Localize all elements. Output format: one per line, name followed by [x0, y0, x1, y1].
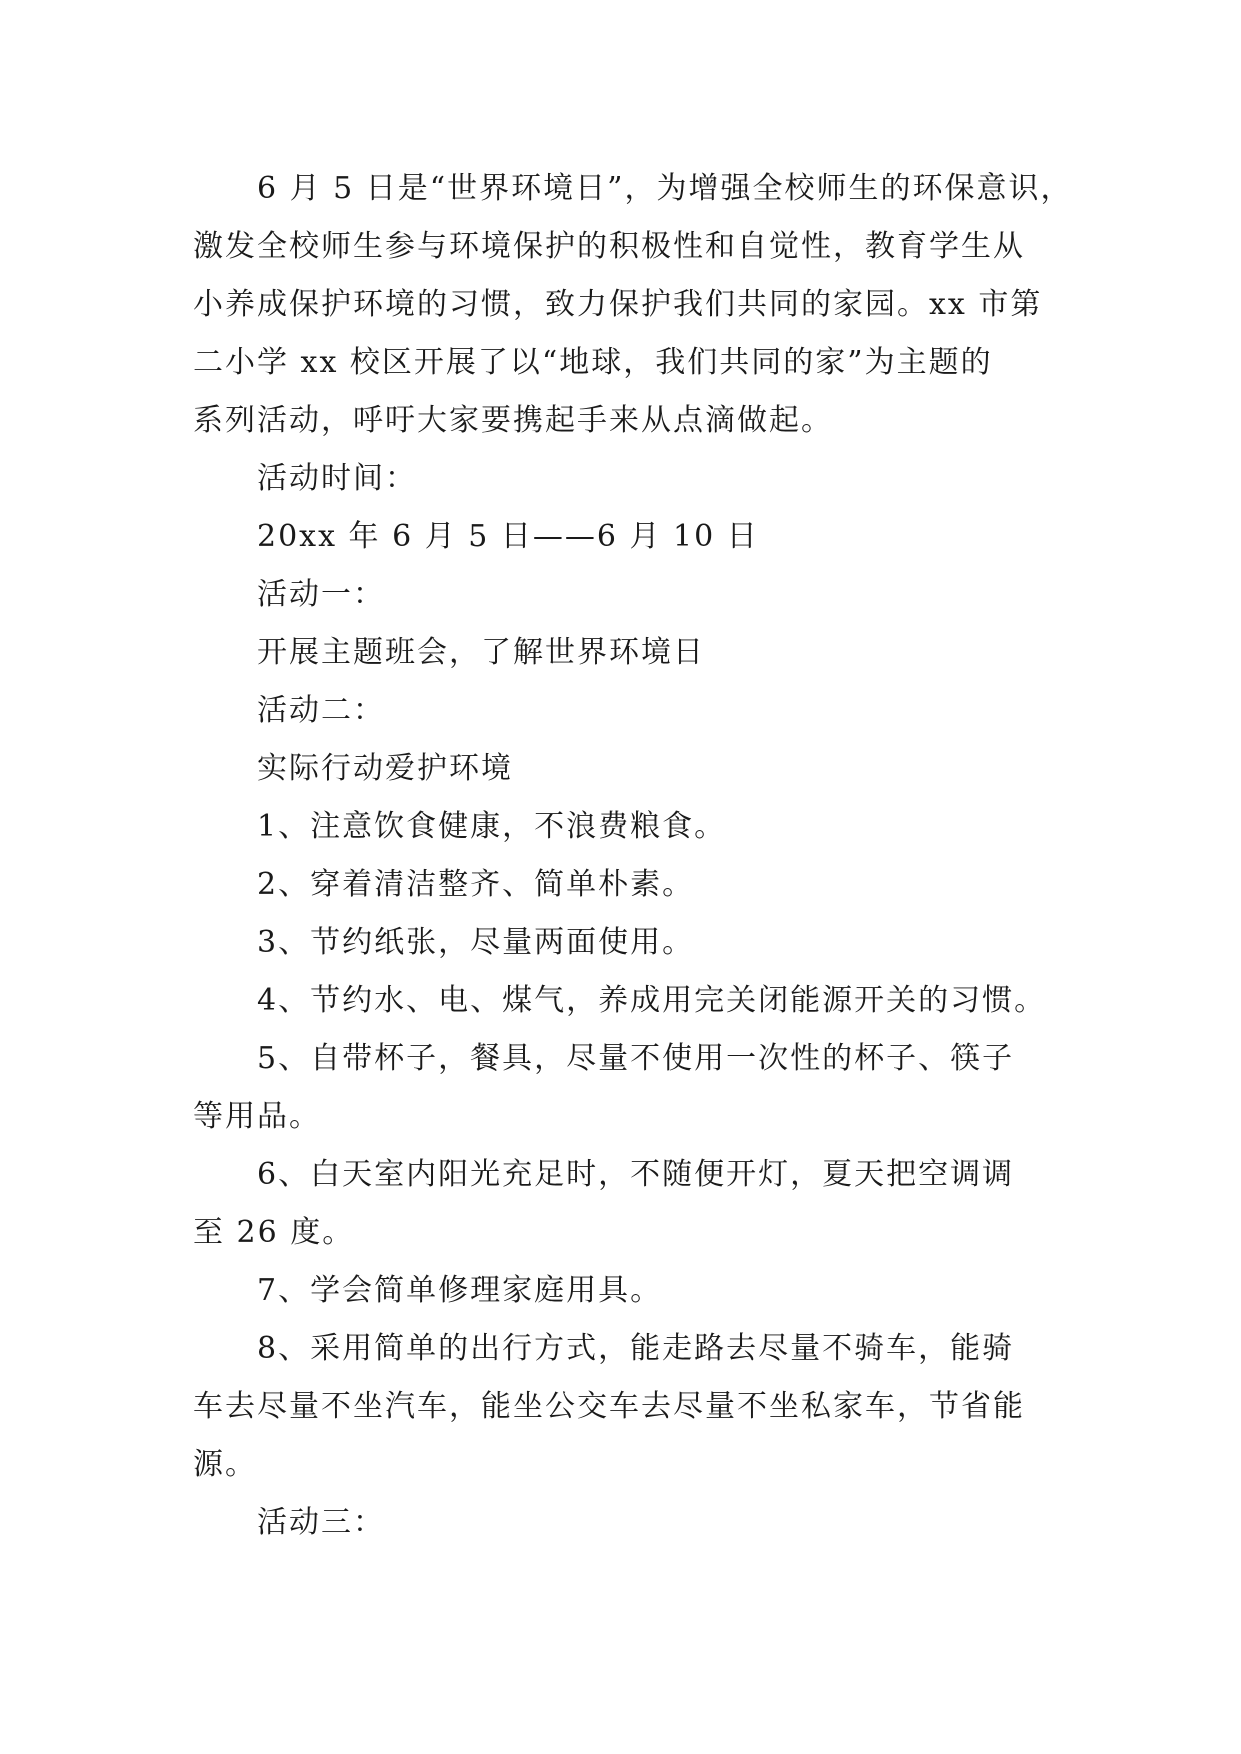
- list-item-line: 4、节约水、电、煤气，养成用完关闭能源开关的习惯。: [257, 983, 1047, 1018]
- list-item-line: 3、节约纸张，尽量两面使用。: [257, 925, 695, 960]
- activity1-heading-text: 活动一：: [257, 577, 385, 612]
- time-heading-text: 活动时间：: [257, 461, 417, 496]
- activity2-title: [193, 740, 1065, 798]
- list-item-line: 6、白天室内阳光充足时，不随便开灯，夏天把空调调: [257, 1157, 1015, 1192]
- list-item-line: 至 26 度。: [193, 1215, 355, 1250]
- activity2-title-text: 实际行动爱护环境: [257, 751, 513, 786]
- list-item-3: [193, 914, 1065, 972]
- list-item-6: [193, 1146, 1065, 1262]
- list-item-5: [193, 1030, 1065, 1146]
- time-value-text: 20xx 年 6 月 5 日——6 月 10 日: [257, 519, 759, 554]
- activity1-heading: [193, 566, 1065, 624]
- intro-line: 激发全校师生参与环境保护的积极性和自觉性，教育学生从: [193, 229, 1025, 264]
- list-item-line: 等用品。: [193, 1099, 321, 1134]
- intro-line: 6 月 5 日是“世界环境日”，为增强全校师生的环保意识，: [257, 171, 1073, 206]
- list-item-1: [193, 798, 1065, 856]
- activity2-heading: [193, 682, 1065, 740]
- list-item-line: 5、自带杯子，餐具，尽量不使用一次性的杯子、筷子: [257, 1041, 1015, 1076]
- list-item-line: 源。: [193, 1447, 257, 1482]
- list-item-7: [193, 1262, 1065, 1320]
- activity3-heading-text: 活动三：: [257, 1505, 385, 1540]
- activity1-title: [193, 624, 1065, 682]
- intro-line: 二小学 xx 校区开展了以“地球，我们共同的家”为主题的: [193, 345, 993, 380]
- list-item-line: 8、采用简单的出行方式，能走路去尽量不骑车，能骑: [257, 1331, 1015, 1366]
- list-item-line: 1、注意饮食健康，不浪费粮食。: [257, 809, 727, 844]
- activity1-title-text: 开展主题班会，了解世界环境日: [257, 635, 705, 670]
- list-item-line: 2、穿着清洁整齐、简单朴素。: [257, 867, 695, 902]
- list-item-2: [193, 856, 1065, 914]
- time-heading: [193, 450, 1065, 508]
- intro-paragraph: [193, 160, 1073, 450]
- intro-line: 小养成保护环境的习惯，致力保护我们共同的家园。xx 市第: [193, 287, 1043, 322]
- list-item-8: [193, 1320, 1065, 1494]
- document-body: [193, 160, 1073, 1552]
- intro-line: 系列活动，呼吁大家要携起手来从点滴做起。: [193, 403, 833, 438]
- list-item-line: 车去尽量不坐汽车，能坐公交车去尽量不坐私家车，节省能: [193, 1389, 1025, 1424]
- time-value: [193, 508, 1065, 566]
- list-item-line: 7、学会简单修理家庭用具。: [257, 1273, 663, 1308]
- list-item-4: [193, 972, 1065, 1030]
- activity2-heading-text: 活动二：: [257, 693, 385, 728]
- activity3-heading: [193, 1494, 1065, 1552]
